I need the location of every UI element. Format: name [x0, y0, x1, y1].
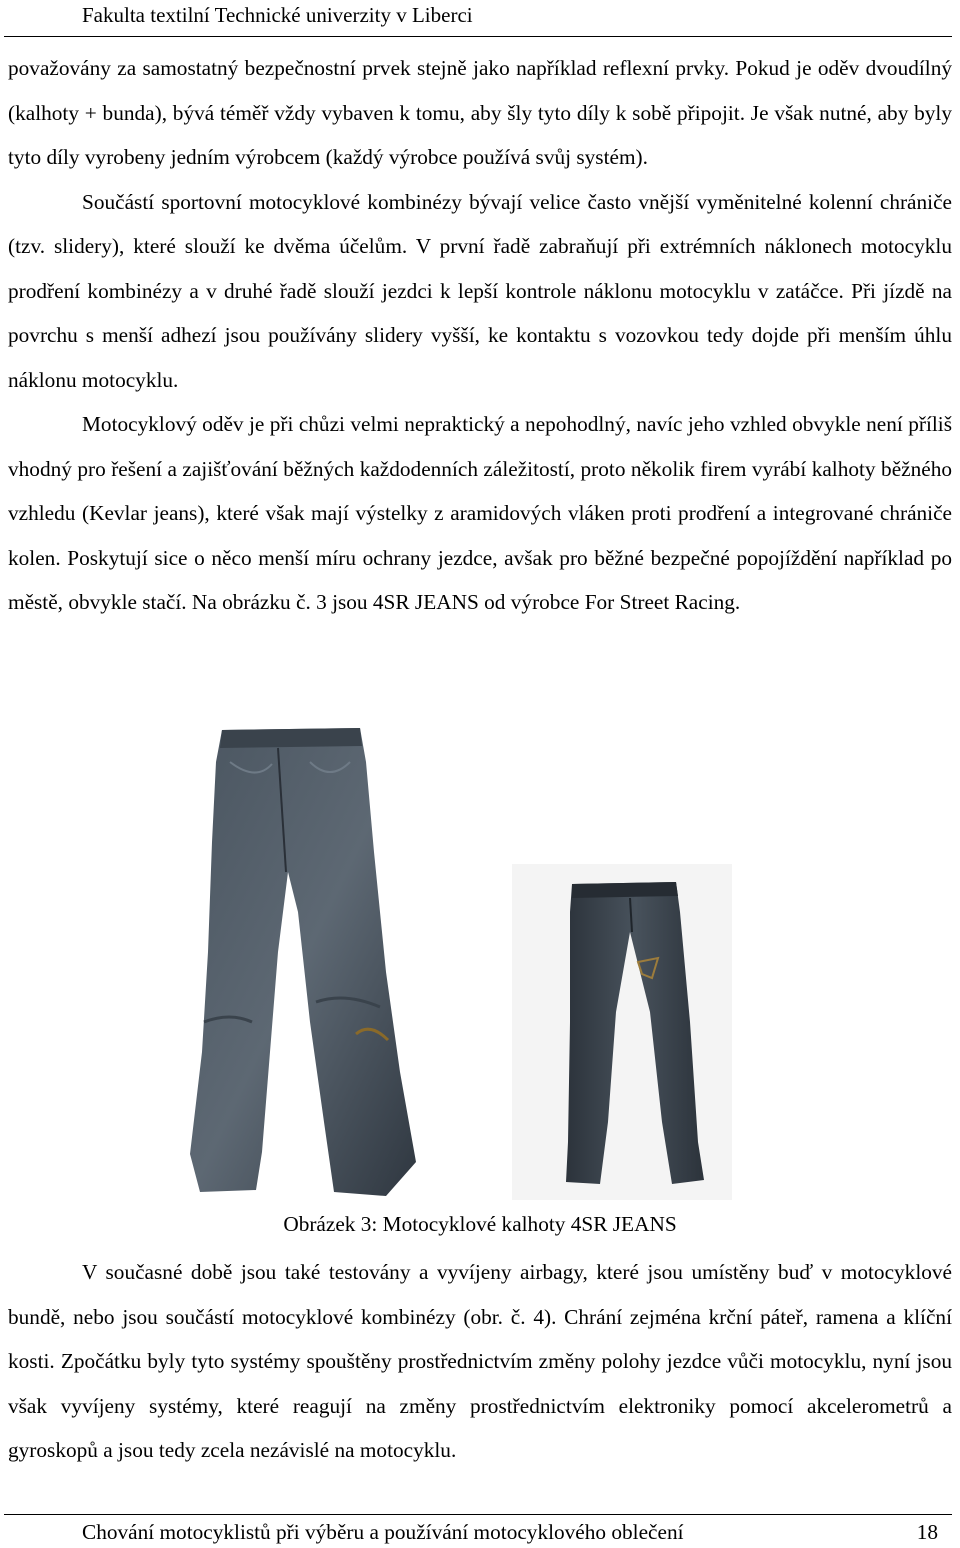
page-footer: Chování motocyklistů při výběru a používání motocyklového oblečení: [82, 1520, 684, 1544]
paragraph: V současné době jsou také testovány a vyvíjeny airbagy, které jsou umístěny buď v motocyklové bundě, nebo jsou součástí motocyklové kombinézy (obr. č. 4). Chrání zejména krční páteř, ramena a klíční kosti. Zpočátku byly tyto systémy spouštěny prostřednictvím změny polohy jezdce vůči motocyklu, nyní jsou však vyvíjeny systémy, které reagují na změny prostřednictvím elektroniky pomocí akcelerometrů a gyroskopů a jsou tedy zcela nezávislé na motocyklu.: [8, 1260, 952, 1462]
paragraph: považovány za samostatný bezpečnostní prvek stejně jako například reflexní prvky. Pokud je oděv dvoudílný (kalhoty + bunda), bývá téměř vždy vybaven k tomu, aby šly tyto díly k sobě připojit. Je však nutné, aby byly tyto díly vyrobeny jedním výrobcem (každý výrobce používá svůj systém).: [8, 56, 952, 169]
footer-rule: [4, 1514, 952, 1515]
figure-caption: Obrázek 3: Motocyklové kalhoty 4SR JEANS: [283, 1212, 677, 1236]
large-jeans-drawing: [190, 728, 416, 1196]
page-number: 18: [916, 1520, 938, 1544]
small-jeans-drawing: [512, 864, 732, 1200]
paragraph: Součástí sportovní motocyklové kombinézy bývají velice často vnější vyměnitelné kolenní chrániče (tzv. slidery), které slouží ke dvěma účelům. V první řadě zabraňují při extrémních náklonech motocyklu prodření kombinézy a v druhé řadě slouží jezdci k lepší kontrole náklonu motocyklu v zatáčce. Při jízdě na povrchu s menší adhezí jsou používány slidery vyšší, ke kontaktu s vozovkou tedy dojde při menším úhlu náklonu motocyklu.: [8, 189, 952, 392]
header-rule: [4, 36, 952, 37]
body-text-bottom: [8, 1250, 952, 1473]
figure-jeans-image: [160, 722, 760, 1202]
paragraph: Motocyklový oděv je při chůzi velmi nepraktický a nepohodlný, navíc jeho vzhled obvykle není příliš vhodný pro řešení a zajišťování běžných každodenních záležitostí, proto několik firem vyrábí kalhoty běžného vzhledu (Kevlar jeans), které však mají výstelky z aramidových vláken proti prodření a integrované chrániče kolen. Poskytují sice o něco menší míru ochrany jezdce, avšak pro běžné bezpečné popojíždění například po městě, obvykle stačí. Na obrázku č. 3 jsou 4SR JEANS od výrobce For Street Racing.: [8, 412, 952, 614]
body-text-top: [8, 46, 952, 625]
page-header: Fakulta textilní Technické univerzity v Liberci: [82, 3, 473, 27]
